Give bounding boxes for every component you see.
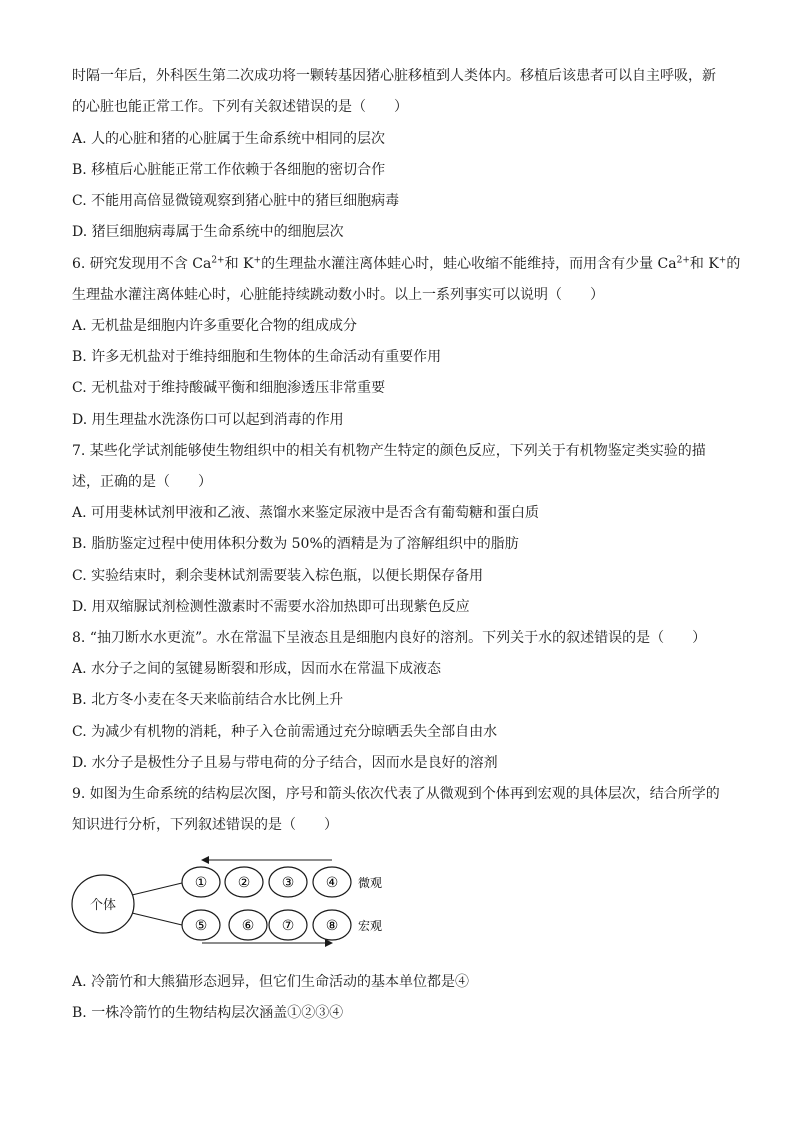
q7-option-a: A. 可用斐林试剂甲液和乙液、蒸馏水来鉴定尿液中是否含有葡萄糖和蛋白质 <box>72 505 540 521</box>
q8-option-a: A. 水分子之间的氢键易断裂和形成，因而水在常温下成液态 <box>72 661 442 677</box>
q6-sup-k-2: + <box>718 255 727 266</box>
q6-sup-ca-1: 2+ <box>211 255 225 266</box>
node-1-label: ① <box>194 875 208 891</box>
q7-option-d: D. 用双缩脲试剂检测性激素时不需要水浴加热即可出现紫色反应 <box>72 599 470 615</box>
q6-option-b: B. 许多无机盐对于维持细胞和生物体的生命活动有重要作用 <box>72 349 442 365</box>
node-2-label: ② <box>237 875 251 891</box>
connector-top <box>132 883 182 895</box>
macro-label: 宏观 <box>358 919 383 933</box>
q6-stem-part-e: 的 <box>726 256 741 272</box>
q6-stem-part-a: 6. 研究发现用不含 Ca <box>72 256 212 272</box>
q6-stem-part-c: 的生理盐水灌注离体蛙心时，蛙心收缩不能维持，而用含有少量 Ca <box>261 256 677 272</box>
q8-option-c: C. 为减少有机物的消耗，种子入仓前需通过充分晾晒丢失全部自由水 <box>72 724 498 740</box>
bottom-row <box>182 910 351 940</box>
individual-label: 个体 <box>89 898 117 913</box>
node-5-label: ⑤ <box>194 918 208 934</box>
q5-option-c: C. 不能用高倍显微镜观察到猪心脏中的猪巨细胞病毒 <box>72 193 400 209</box>
q6-stem-line2: 生理盐水灌注离体蛙心时，心脏能持续跳动数小时。以上一系列事实可以说明（ ） <box>72 287 604 303</box>
q6-stem-part-b: 和 K <box>224 256 254 272</box>
q7-option-c: C. 实验结束时，剩余斐林试剂需要装入棕色瓶，以便长期保存备用 <box>72 568 484 584</box>
q7-stem-line1: 7. 某些化学试剂能够使生物组织中的相关有机物产生特定的颜色反应，下列关于有机物鉴定类实验的描 <box>72 443 706 459</box>
node-8-label: ⑧ <box>325 918 339 934</box>
q5-option-b: B. 移植后心脏能正常工作依赖于各细胞的密切合作 <box>72 162 386 178</box>
q6-sup-k-1: + <box>253 255 262 266</box>
top-row <box>182 867 351 897</box>
node-6-label: ⑥ <box>241 918 255 934</box>
q6-option-a: A. 无机盐是细胞内许多重要化合物的组成成分 <box>72 318 358 334</box>
q6-sup-ca-2: 2+ <box>676 255 690 266</box>
q5-stem-line2: 的心脏也能正常工作。下列有关叙述错误的是（ ） <box>72 99 408 115</box>
q8-option-d: D. 水分子是极性分子且易与带电荷的分子结合，因而水是良好的溶剂 <box>72 755 498 771</box>
node-3-label: ③ <box>281 875 295 891</box>
node-4-label: ④ <box>325 875 339 891</box>
q7-option-b: B. 脂肪鉴定过程中使用体积分数为 50%的酒精是为了溶解组织中的脂肪 <box>72 536 519 552</box>
q5-option-a: A. 人的心脏和猪的心脏属于生命系统中相同的层次 <box>72 131 386 147</box>
q6-option-c: C. 无机盐对于维持酸碱平衡和细胞渗透压非常重要 <box>72 380 386 396</box>
q6-option-d: D. 用生理盐水洗涤伤口可以起到消毒的作用 <box>72 412 344 428</box>
q9-option-b: B. 一株冷箭竹的生物结构层次涵盖①②③④ <box>72 1005 344 1021</box>
life-system-hierarchy-diagram <box>70 853 410 948</box>
q9-option-a: A. 冷箭竹和大熊猫形态迥异，但它们生命活动的基本单位都是④ <box>72 974 470 990</box>
micro-label: 微观 <box>358 876 383 890</box>
q5-option-d: D. 猪巨细胞病毒属于生命系统中的细胞层次 <box>72 224 344 240</box>
q5-stem-line1: 时隔一年后，外科医生第二次成功将一颗转基因猪心脏移植到人类体内。移植后该患者可以自主呼吸，新 <box>72 68 716 84</box>
q9-stem-line2: 知识进行分析，下列叙述错误的是（ ） <box>72 817 338 833</box>
q7-stem-line2: 述，正确的是（ ） <box>72 474 212 490</box>
q6-stem-line1 <box>72 254 741 274</box>
connector-bottom <box>132 913 182 925</box>
q8-option-b: B. 北方冬小麦在冬天来临前结合水比例上升 <box>72 692 344 708</box>
q6-stem-part-d: 和 K <box>689 256 719 272</box>
node-7-label: ⑦ <box>281 918 295 934</box>
q8-stem-line1: 8. “抽刀断水水更流”。水在常温下呈液态且是细胞内良好的溶剂。下列关于水的叙述错误的是（ ） <box>72 630 707 646</box>
q9-stem-line1: 9. 如图为生命系统的结构层次图，序号和箭头依次代表了从微观到个体再到宏观的具体层次，结合所学的 <box>72 786 720 802</box>
